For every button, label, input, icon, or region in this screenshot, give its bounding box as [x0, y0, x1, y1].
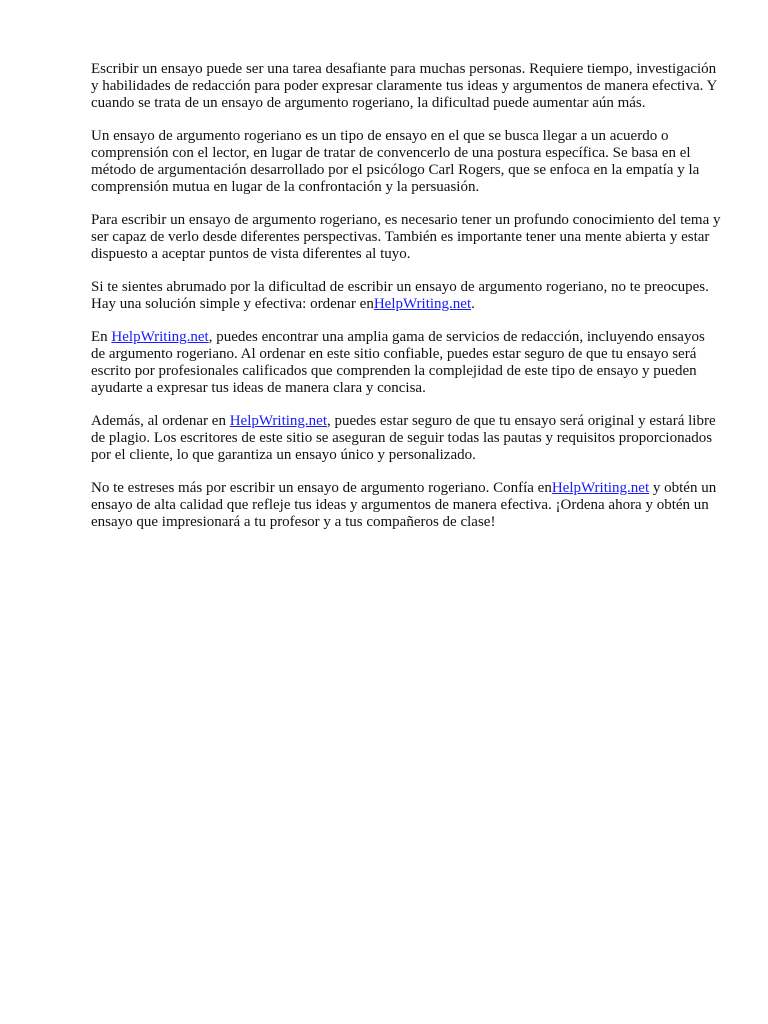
paragraph-text: y obtén un ensayo de alta calidad que refleje tus ideas y argumentos de manera efectiva. ¡Ordena ahora y obtén un ensayo que impresionará a tu profesor y a tus compañeros de clase! [91, 480, 717, 530]
paragraph-text: , puedes encontrar una amplia gama de servicios de redacción, incluyendo ensayos de argumento rogeriano. Al ordenar en este sitio confiable, puedes estar seguro de que tu ensayo será escrito por profesionales calificados que comprenden la complejidad de este tipo de ensayo y pueden ayudarte a expresar tus ideas de manera clara y concisa. [91, 329, 705, 396]
document-body [91, 61, 721, 531]
paragraph-text: , puedes estar seguro de que tu ensayo será original y estará libre de plagio. Los escritores de este sitio se aseguran de seguir todas las pautas y requisitos proporcionados por el cliente, lo que garantiza un ensayo único y personalizado. [91, 413, 716, 463]
paragraph-text: No te estreses más por escribir un ensayo de argumento rogeriano. Confía en [91, 480, 552, 496]
paragraph-solution [91, 279, 721, 313]
paragraph-intro: Escribir un ensayo puede ser una tarea desafiante para muchas personas. Requiere tiempo, investigación y habilidades de redacción para poder expresar claramente tus ideas y argumentos de manera efectiva. Y cuando se trata de un ensayo de argumento rogeriano, la dificultad puede aumentar aún más. [91, 61, 717, 111]
paragraph-text: Además, al ordenar en [91, 413, 230, 429]
helpwriting-link[interactable]: HelpWriting.net [111, 329, 209, 345]
paragraph-definition: Un ensayo de argumento rogeriano es un tipo de ensayo en el que se busca llegar a un acuerdo o comprensión con el lector, en lugar de tratar de convencerlo de una postura específica. Se basa en el método de argumentación desarrollado por el psicólogo Carl Rogers, que se enfoca en la empatía y la comprensión mutua en lugar de la confrontación y la persuasión. [91, 128, 700, 195]
paragraph-text: . [471, 296, 475, 312]
paragraph-text: En [91, 329, 112, 345]
helpwriting-link[interactable]: HelpWriting.net [229, 413, 327, 429]
helpwriting-link[interactable]: HelpWriting.net [551, 480, 650, 496]
paragraph-services [91, 329, 721, 397]
paragraph-closing [91, 480, 721, 531]
paragraph-requirements: Para escribir un ensayo de argumento rogeriano, es necesario tener un profundo conocimiento del tema y ser capaz de verlo desde diferentes perspectivas. También es importante tener una mente abierta y estar dispuesto a aceptar puntos de vista diferentes al tuyo. [91, 212, 721, 262]
paragraph-text: Si te sientes abrumado por la dificultad de escribir un ensayo de argumento rogeriano, no te preocupes. Hay una solución simple y efectiva: ordenar en [91, 279, 709, 312]
paragraph-originality [91, 413, 721, 464]
helpwriting-link[interactable]: HelpWriting.net [373, 296, 472, 312]
